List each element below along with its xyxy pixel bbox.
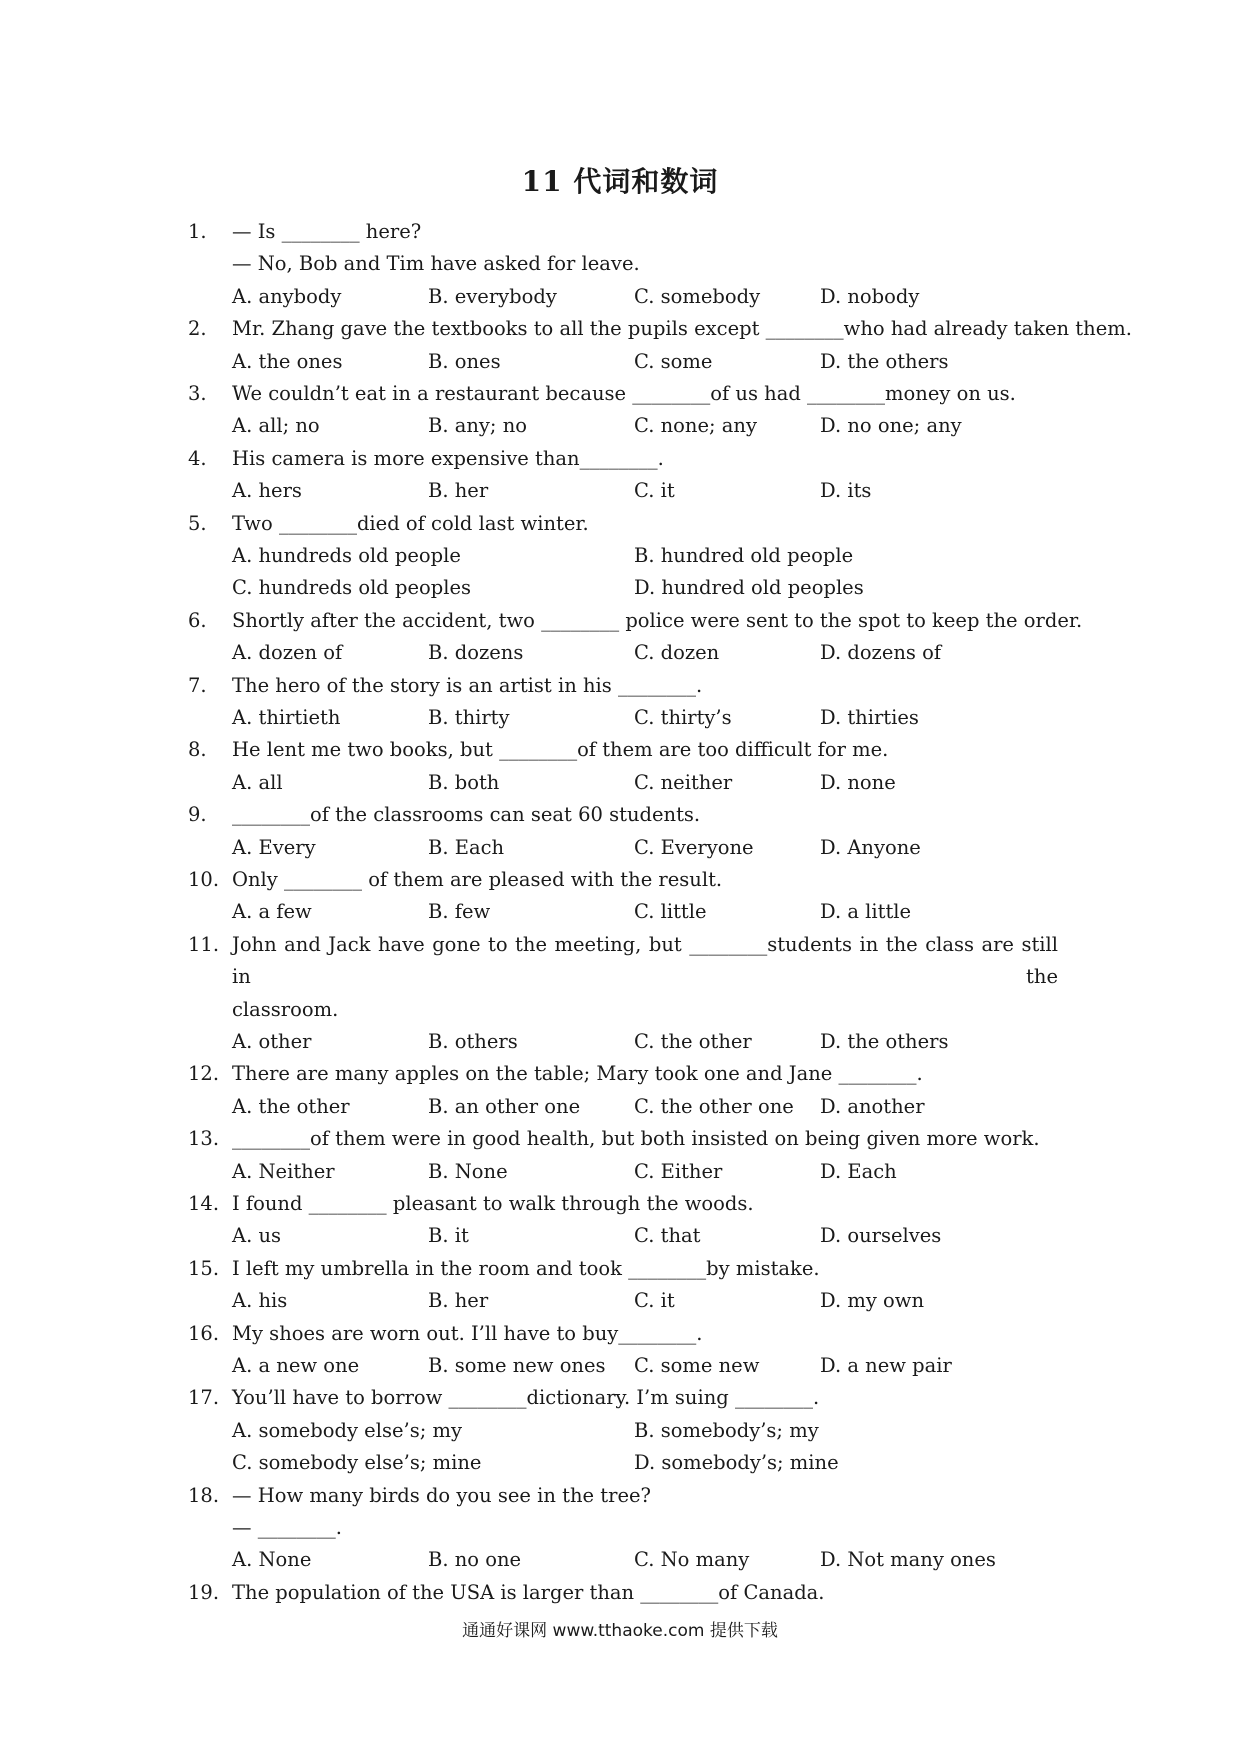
question-number: 12. [188,1062,220,1086]
question-number: 18. [188,1483,220,1507]
question-line [188,1058,1058,1090]
answer-option: A. other [232,1029,312,1053]
answer-option: D. my own [820,1289,925,1313]
options-row [188,1156,1058,1188]
question-number: 7. [188,673,207,697]
question-number: 15. [188,1256,220,1280]
question-number: 8. [188,738,207,762]
question-list [188,216,1132,1609]
answer-option: D. hundred old peoples [634,576,864,600]
question [188,1058,1058,1123]
answer-option: A. his [232,1289,288,1313]
answer-option: B. others [428,1029,518,1053]
question-number: 3. [188,382,207,405]
answer-option: A. hundreds old people [232,544,461,567]
question-line [188,313,1132,345]
question-number [188,994,232,1026]
question-line [188,1577,1058,1609]
answer-option: C. somebody [634,284,761,308]
answer-option: C. some new [634,1353,760,1377]
question-line [188,799,1058,831]
options-row [188,475,1058,507]
answer-option: C. none; any [634,414,757,438]
answer-option: C. neither [634,770,733,794]
question-number: 17. [188,1386,220,1410]
answer-option: B. Each [428,835,505,859]
answer-option: C. it [634,1289,675,1313]
answer-option: D. Each [820,1159,897,1183]
options-row [188,637,1058,669]
question [188,1188,1058,1253]
question [188,508,1058,605]
question [188,799,1058,864]
answer-option: A. the ones [232,349,343,373]
answer-option: C. hundreds old peoples [232,576,472,600]
question-number [188,1512,232,1544]
options-row [188,1026,1058,1058]
options-row [188,832,1058,864]
answer-option: D. Anyone [820,835,921,859]
question-line [188,734,1058,766]
answer-option: D. the others [820,349,949,373]
answer-option: B. dozens [428,641,524,665]
answer-option: A. hers [232,479,302,503]
options-row [188,281,1058,313]
answer-option: C. No many [634,1548,750,1572]
question-number [188,248,232,280]
answer-option: A. us [232,1224,282,1248]
answer-option: D. somebody’s; mine [634,1451,839,1475]
answer-option: A. anybody [232,284,342,308]
answer-option: D. no one; any [820,414,962,438]
question-number: 19. [188,1580,220,1604]
question [188,929,1058,1059]
question-text: I found ________ pleasant to walk through the woods. [232,1191,754,1215]
question-number: 14. [188,1191,220,1215]
question-text: — No, Bob and Tim have asked for leave. [232,252,640,276]
question [188,216,1058,313]
options-row [188,346,1058,378]
question-line [188,929,1058,994]
answer-option: C. some [634,349,713,373]
question-number: 11. [188,932,220,956]
question-text: Mr. Zhang gave the textbooks to all the pupils except ________who had already taken them. [232,317,1132,341]
answer-option: B. it [428,1224,469,1248]
question-number: 5. [188,511,207,535]
options-row [188,572,1058,604]
question-line [188,443,1058,475]
answer-option: B. no one [428,1548,522,1572]
question-text: The population of the USA is larger than ________of Canada. [232,1580,825,1604]
question [188,1382,1058,1479]
options-row [188,896,1058,928]
question [188,670,1058,735]
question-text: You’ll have to borrow ________dictionary. I’m suing ________. [232,1386,820,1410]
answer-option: A. a new one [232,1353,360,1377]
options-row [188,1220,1058,1252]
answer-option: C. dozen [634,641,720,665]
answer-option: B. everybody [428,284,557,308]
question-text: — Is ________ here? [232,220,422,243]
answer-option: C. that [634,1224,701,1248]
question [188,1123,1058,1188]
question-number: 2. [188,317,207,341]
question [188,1253,1058,1318]
options-row [188,1415,1058,1447]
answer-option: D. nobody [820,284,920,308]
question [188,1318,1058,1383]
answer-option: B. an other one [428,1094,581,1118]
answer-option: C. somebody else’s; mine [232,1451,482,1475]
answer-option: A. a few [232,900,312,924]
answer-option: D. another [820,1094,925,1118]
answer-option: D. ourselves [820,1224,942,1248]
question-number: 9. [188,803,207,827]
question-line [188,864,1058,896]
options-row [188,540,1058,572]
question-number: 6. [188,608,207,632]
question-line [188,248,1058,280]
question-text: We couldn’t eat in a restaurant because ________of us had ________money on us. [232,382,1016,405]
question-text: My shoes are worn out. I’ll have to buy________. [232,1321,703,1345]
answer-option: B. hundred old people [634,544,854,567]
answer-option: C. it [634,479,675,503]
question [188,605,1083,670]
question-text: — How many birds do you see in the tree? [232,1483,651,1507]
question-text: ________of the classrooms can seat 60 students. [232,803,701,827]
question [188,1577,1058,1609]
answer-option: A. Every [232,835,316,859]
question-number: 4. [188,446,207,470]
question-line [188,1188,1058,1220]
options-row [188,1447,1058,1479]
question-text: John and Jack have gone to the meeting, but ________students in the class are still in the [232,932,1058,989]
options-row [188,1350,1058,1382]
question [188,378,1058,443]
answer-option: B. some new ones [428,1353,606,1377]
answer-option: A. dozen of [232,641,343,665]
question-text: I left my umbrella in the room and took ________by mistake. [232,1256,820,1280]
answer-option: D. none [820,770,896,794]
answer-option: B. somebody’s; my [634,1418,819,1442]
answer-option: C. thirty’s [634,705,732,729]
question-line [188,508,1058,540]
question-text: Only ________ of them are pleased with the result. [232,867,723,891]
question-line [188,1318,1058,1350]
page-footer: 通通好课网 www.tthaoke.com 提供下载 [462,1621,778,1641]
answer-option: D. the others [820,1029,949,1053]
options-row [188,410,1058,442]
options-row [188,1285,1058,1317]
question-text: Shortly after the accident, two ________ police were sent to the spot to keep the order. [232,608,1083,632]
answer-option: B. thirty [428,705,510,729]
answer-option: D. a new pair [820,1353,952,1377]
answer-option: A. the other [232,1094,350,1118]
answer-option: D. a little [820,900,912,924]
question [188,734,1058,799]
answer-option: D. thirties [820,705,919,729]
question-number: 1. [188,220,207,243]
answer-option: A. None [232,1548,312,1572]
options-row [188,1091,1058,1123]
question [188,443,1058,508]
page-title: 11 代词和数词 [521,165,719,198]
question-line [188,1253,1058,1285]
question-line [188,378,1058,410]
question-text: ________of them were in good health, but both insisted on being given more work. [232,1127,1040,1151]
options-row [188,1544,1058,1576]
answer-option: C. little [634,900,707,924]
question [188,864,1058,929]
question-text: He lent me two books, but ________of them are too difficult for me. [232,738,889,762]
answer-option: A. all; no [232,414,320,438]
answer-option: D. its [820,479,872,503]
question-line [188,1480,1058,1512]
answer-option: B. both [428,770,500,794]
question-text: Two ________died of cold last winter. [232,511,589,535]
question-text: There are many apples on the table; Mary took one and Jane ________. [232,1062,923,1086]
answer-option: B. any; no [428,414,527,438]
answer-option: B. few [428,900,491,924]
answer-option: C. Everyone [634,835,754,859]
answer-option: B. her [428,479,489,503]
answer-option: A. Neither [232,1159,335,1183]
answer-option: B. her [428,1289,489,1313]
question-number: 16. [188,1321,220,1345]
question-text: His camera is more expensive than________. [232,446,664,470]
answer-option: B. None [428,1159,508,1183]
question-line [188,1382,1058,1414]
question-line [188,994,1058,1026]
options-row [188,767,1058,799]
question-text: classroom. [232,997,339,1021]
question-line [188,670,1058,702]
question-line [188,1123,1058,1155]
options-row [188,702,1058,734]
question-line [188,216,1058,248]
answer-option: A. somebody else’s; my [232,1418,462,1442]
answer-option: C. the other one [634,1094,794,1118]
question-number: 10. [188,867,220,891]
question-line [188,1512,1058,1544]
answer-option: B. ones [428,349,501,373]
answer-option: D. Not many ones [820,1548,996,1572]
answer-option: A. thirtieth [232,705,341,729]
answer-option: C. Either [634,1159,723,1183]
question [188,1480,1058,1577]
answer-option: C. the other [634,1029,752,1053]
question-text: The hero of the story is an artist in his ________. [232,673,703,697]
question-line [188,605,1083,637]
question-text: — ________. [232,1515,342,1539]
question-number: 13. [188,1127,220,1151]
answer-option: A. all [232,770,283,794]
question [188,313,1132,378]
answer-option: D. dozens of [820,641,942,665]
